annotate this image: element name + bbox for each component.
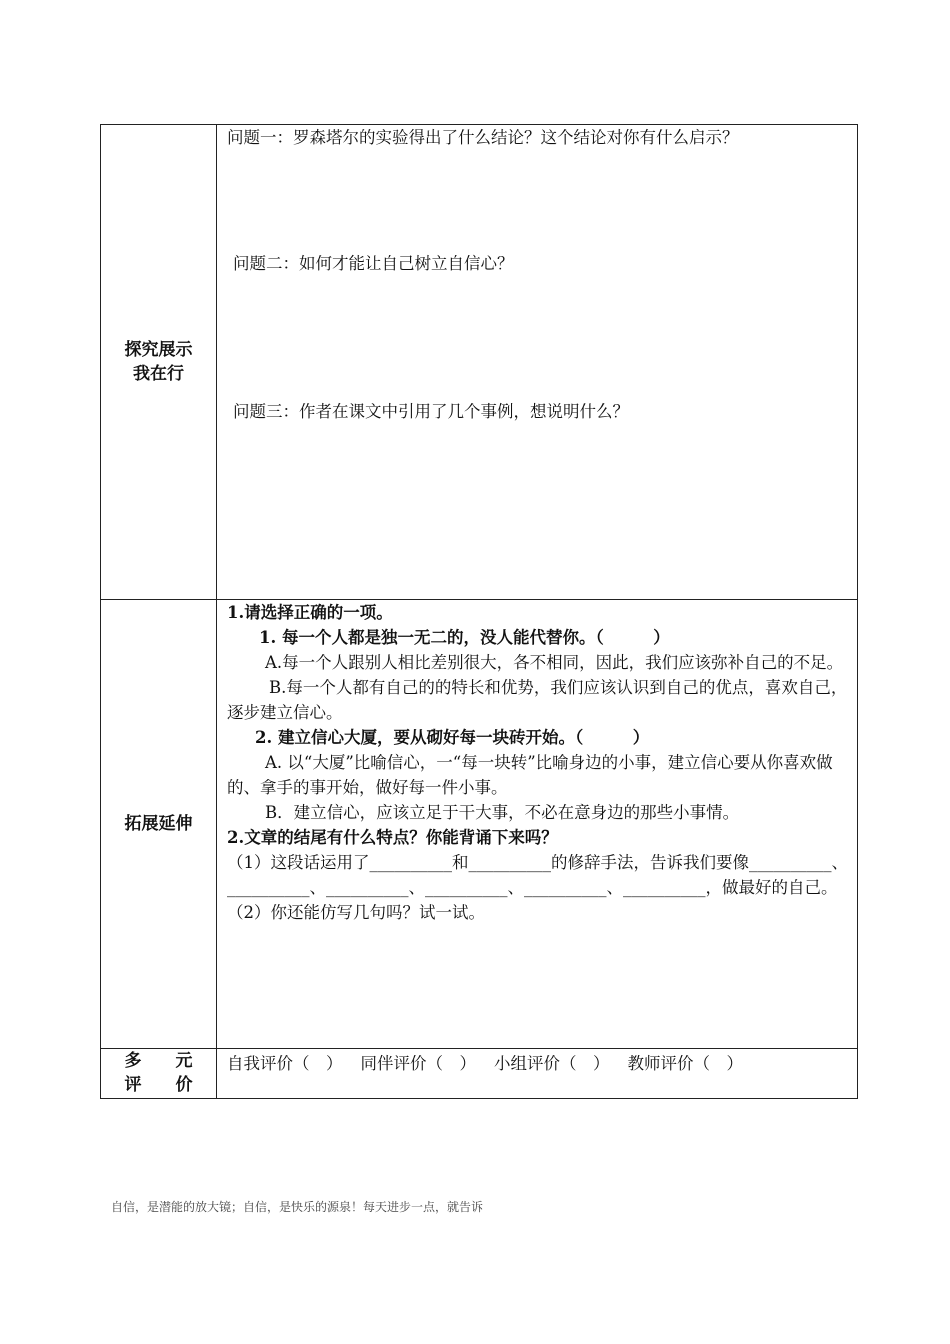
evaluation-content xyxy=(217,1049,858,1099)
extend-label-text: 拓展延伸 xyxy=(124,814,193,834)
explore-row xyxy=(101,125,858,600)
imitation-question: （2）你还能仿写几句吗？试一试。 xyxy=(227,903,485,922)
choice-item-two-option-b: B．建立信心，应该立足于干大事，不必在意身边的那些小事情。 xyxy=(265,803,740,822)
choice-item-one: 1. 每一个人都是独一无二的，没人能代替你。（ ） xyxy=(259,628,670,647)
explore-label-line2: 我在行 xyxy=(133,364,184,384)
explore-label-line1: 探究展示 xyxy=(124,340,193,360)
choice-item-one-option-b: B.每一个人都有自己的的特长和优势，我们应该认识到自己的优点，喜欢自己，逐步建立信心。 xyxy=(227,678,848,722)
worksheet-table xyxy=(100,124,858,1099)
explore-content xyxy=(217,125,858,600)
fill-blank-question: （1）这段话运用了__________和__________的修辞手法，告诉我们要像__________、__________、__________、__________、__________、__________，做最好的自己。 xyxy=(227,853,848,897)
extend-content xyxy=(217,600,858,1049)
peer-evaluation: 同伴评价（ ） xyxy=(360,1054,476,1073)
evaluation-label-line1: 多 元 xyxy=(124,1051,207,1071)
ending-heading: 2.文章的结尾有什么特点？你能背诵下来吗？ xyxy=(227,828,558,847)
choice-item-two-option-a: A. 以“大厦”比喻信心，一“每一块转”比喻身边的小事，建立信心要从你喜欢做的、拿手的事开始，做好每一件小事。 xyxy=(227,753,833,797)
extend-row xyxy=(101,600,858,1049)
group-evaluation: 小组评价（ ） xyxy=(494,1054,610,1073)
choice-heading: 1.请选择正确的一项。 xyxy=(227,603,393,622)
page-footer: 自信，是潜能的放大镜；自信，是快乐的源泉！每天进步一点，就告诉 xyxy=(111,1200,484,1214)
evaluation-label-line2: 评 价 xyxy=(124,1075,207,1095)
self-evaluation: 自我评价（ ） xyxy=(227,1054,343,1073)
teacher-evaluation: 教师评价（ ） xyxy=(627,1054,743,1073)
explore-label xyxy=(101,125,217,600)
question-one: 问题一：罗森塔尔的实验得出了什么结论？这个结论对你有什么启示？ xyxy=(227,128,739,147)
choice-item-two: 2. 建立信心大厦，要从砌好每一块砖开始。（ ） xyxy=(255,728,650,747)
choice-item-one-option-a: A.每一个人跟别人相比差别很大，各不相同，因此，我们应该弥补自己的不足。 xyxy=(265,653,844,672)
evaluation-label xyxy=(101,1049,217,1099)
extend-label xyxy=(101,600,217,1049)
question-three: 问题三：作者在课文中引用了几个事例，想说明什么？ xyxy=(233,402,629,421)
question-two: 问题二：如何才能让自己树立自信心？ xyxy=(233,254,514,273)
evaluation-row xyxy=(101,1049,858,1099)
